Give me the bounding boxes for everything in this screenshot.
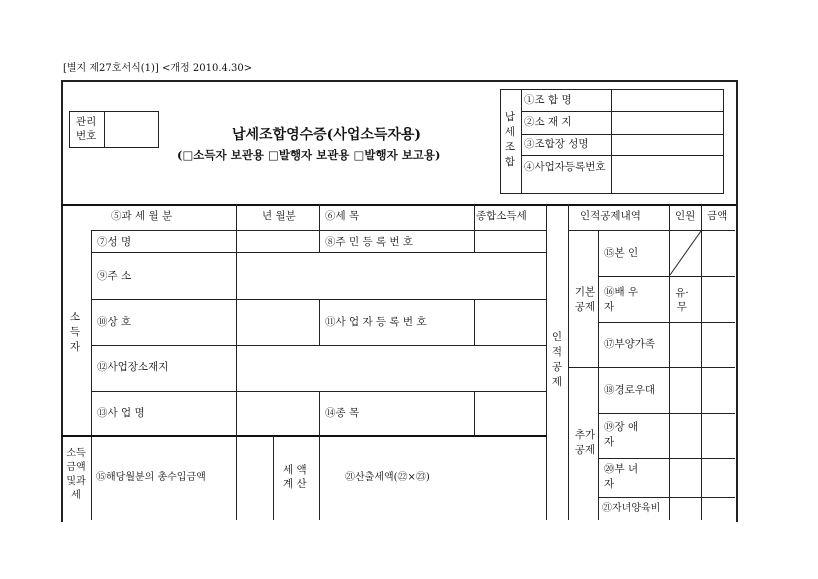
business-reg-no-label: ⑪사 업 자 등 록 번 호 <box>325 316 427 328</box>
tax-calc-label-2: 계 산 <box>283 478 307 490</box>
basic-deduction-label: 기본공제 <box>574 286 596 313</box>
amount-header: 금액 <box>707 210 728 222</box>
period-year-month: 년 월분 <box>262 210 296 222</box>
elderly-label: ⑱경로우대 <box>604 384 656 396</box>
union-name-label: ①조 합 명 <box>524 94 572 106</box>
additional-deduction-label: 추가공제 <box>574 429 596 456</box>
child-care-label: ㉑자녀양육비 <box>602 503 661 514</box>
name-label: ⑦성 명 <box>97 236 132 248</box>
female-label-2: 자 <box>604 478 615 490</box>
union-head-label: ③조합장 성명 <box>524 138 589 150</box>
page-subtitle: (□소득자 보관용 □발행자 보관용 □발행자 보고용) <box>177 148 441 162</box>
income-earner-side-label: 소득자 <box>69 311 81 353</box>
period-label: ⑤과 세 월 분 <box>111 210 173 222</box>
address-label: ⑨주 소 <box>97 270 132 282</box>
business-type-label: ⑬사 업 명 <box>97 407 145 419</box>
self-slash <box>669 230 702 276</box>
mgmt-no-label-2: 번호 <box>76 130 97 142</box>
resident-no-label: ⑧주 민 등 록 번 호 <box>325 236 414 248</box>
union-reg-label: ④사업자등록번호 <box>524 161 606 173</box>
persons-header: 인원 <box>675 210 696 222</box>
page-title: 납세조합영수증(사업소득자용) <box>232 127 422 143</box>
mgmt-no-label: 관리 <box>76 116 97 128</box>
disabled-label-2: 자 <box>604 436 615 448</box>
self-label: ⑮본 인 <box>604 247 639 259</box>
tax-item-label: ⑥세 목 <box>325 210 360 222</box>
spouse-label: ⑯배 우 <box>604 286 639 298</box>
trade-name-label: ⑩상 호 <box>97 316 132 328</box>
tax-calc-label: 세 액 <box>283 464 307 476</box>
tax-calc-side-label: 소득금액및과세 <box>66 448 86 501</box>
form-label: [별지 제27호서식(1)] <개정 2010.4.30> <box>63 63 253 74</box>
workplace-address-label: ⑫사업장소재지 <box>97 361 169 373</box>
deduction-details-header: 인적공제내역 <box>580 210 641 222</box>
dependents-label: ⑰부양가족 <box>604 338 656 350</box>
union-address-label: ②소 재 지 <box>524 116 572 128</box>
disabled-label: ⑲장 애 <box>604 421 639 433</box>
total-income-label: ⑮해당월분의 총수입금액 <box>96 472 206 483</box>
spouse-label-2: 자 <box>604 301 615 313</box>
computed-tax-label: ㉑산출세액(㉒×㉓) <box>345 472 430 483</box>
union-side-label: 납세조합 <box>504 111 516 168</box>
spouse-flag: 유·무 <box>675 287 689 313</box>
personal-deduction-label: 인적공제 <box>551 331 563 388</box>
category-label: ⑭종 목 <box>325 407 360 419</box>
female-label: ⑳부 녀 <box>604 463 639 475</box>
tax-item-value: 종합소득세 <box>476 210 527 222</box>
